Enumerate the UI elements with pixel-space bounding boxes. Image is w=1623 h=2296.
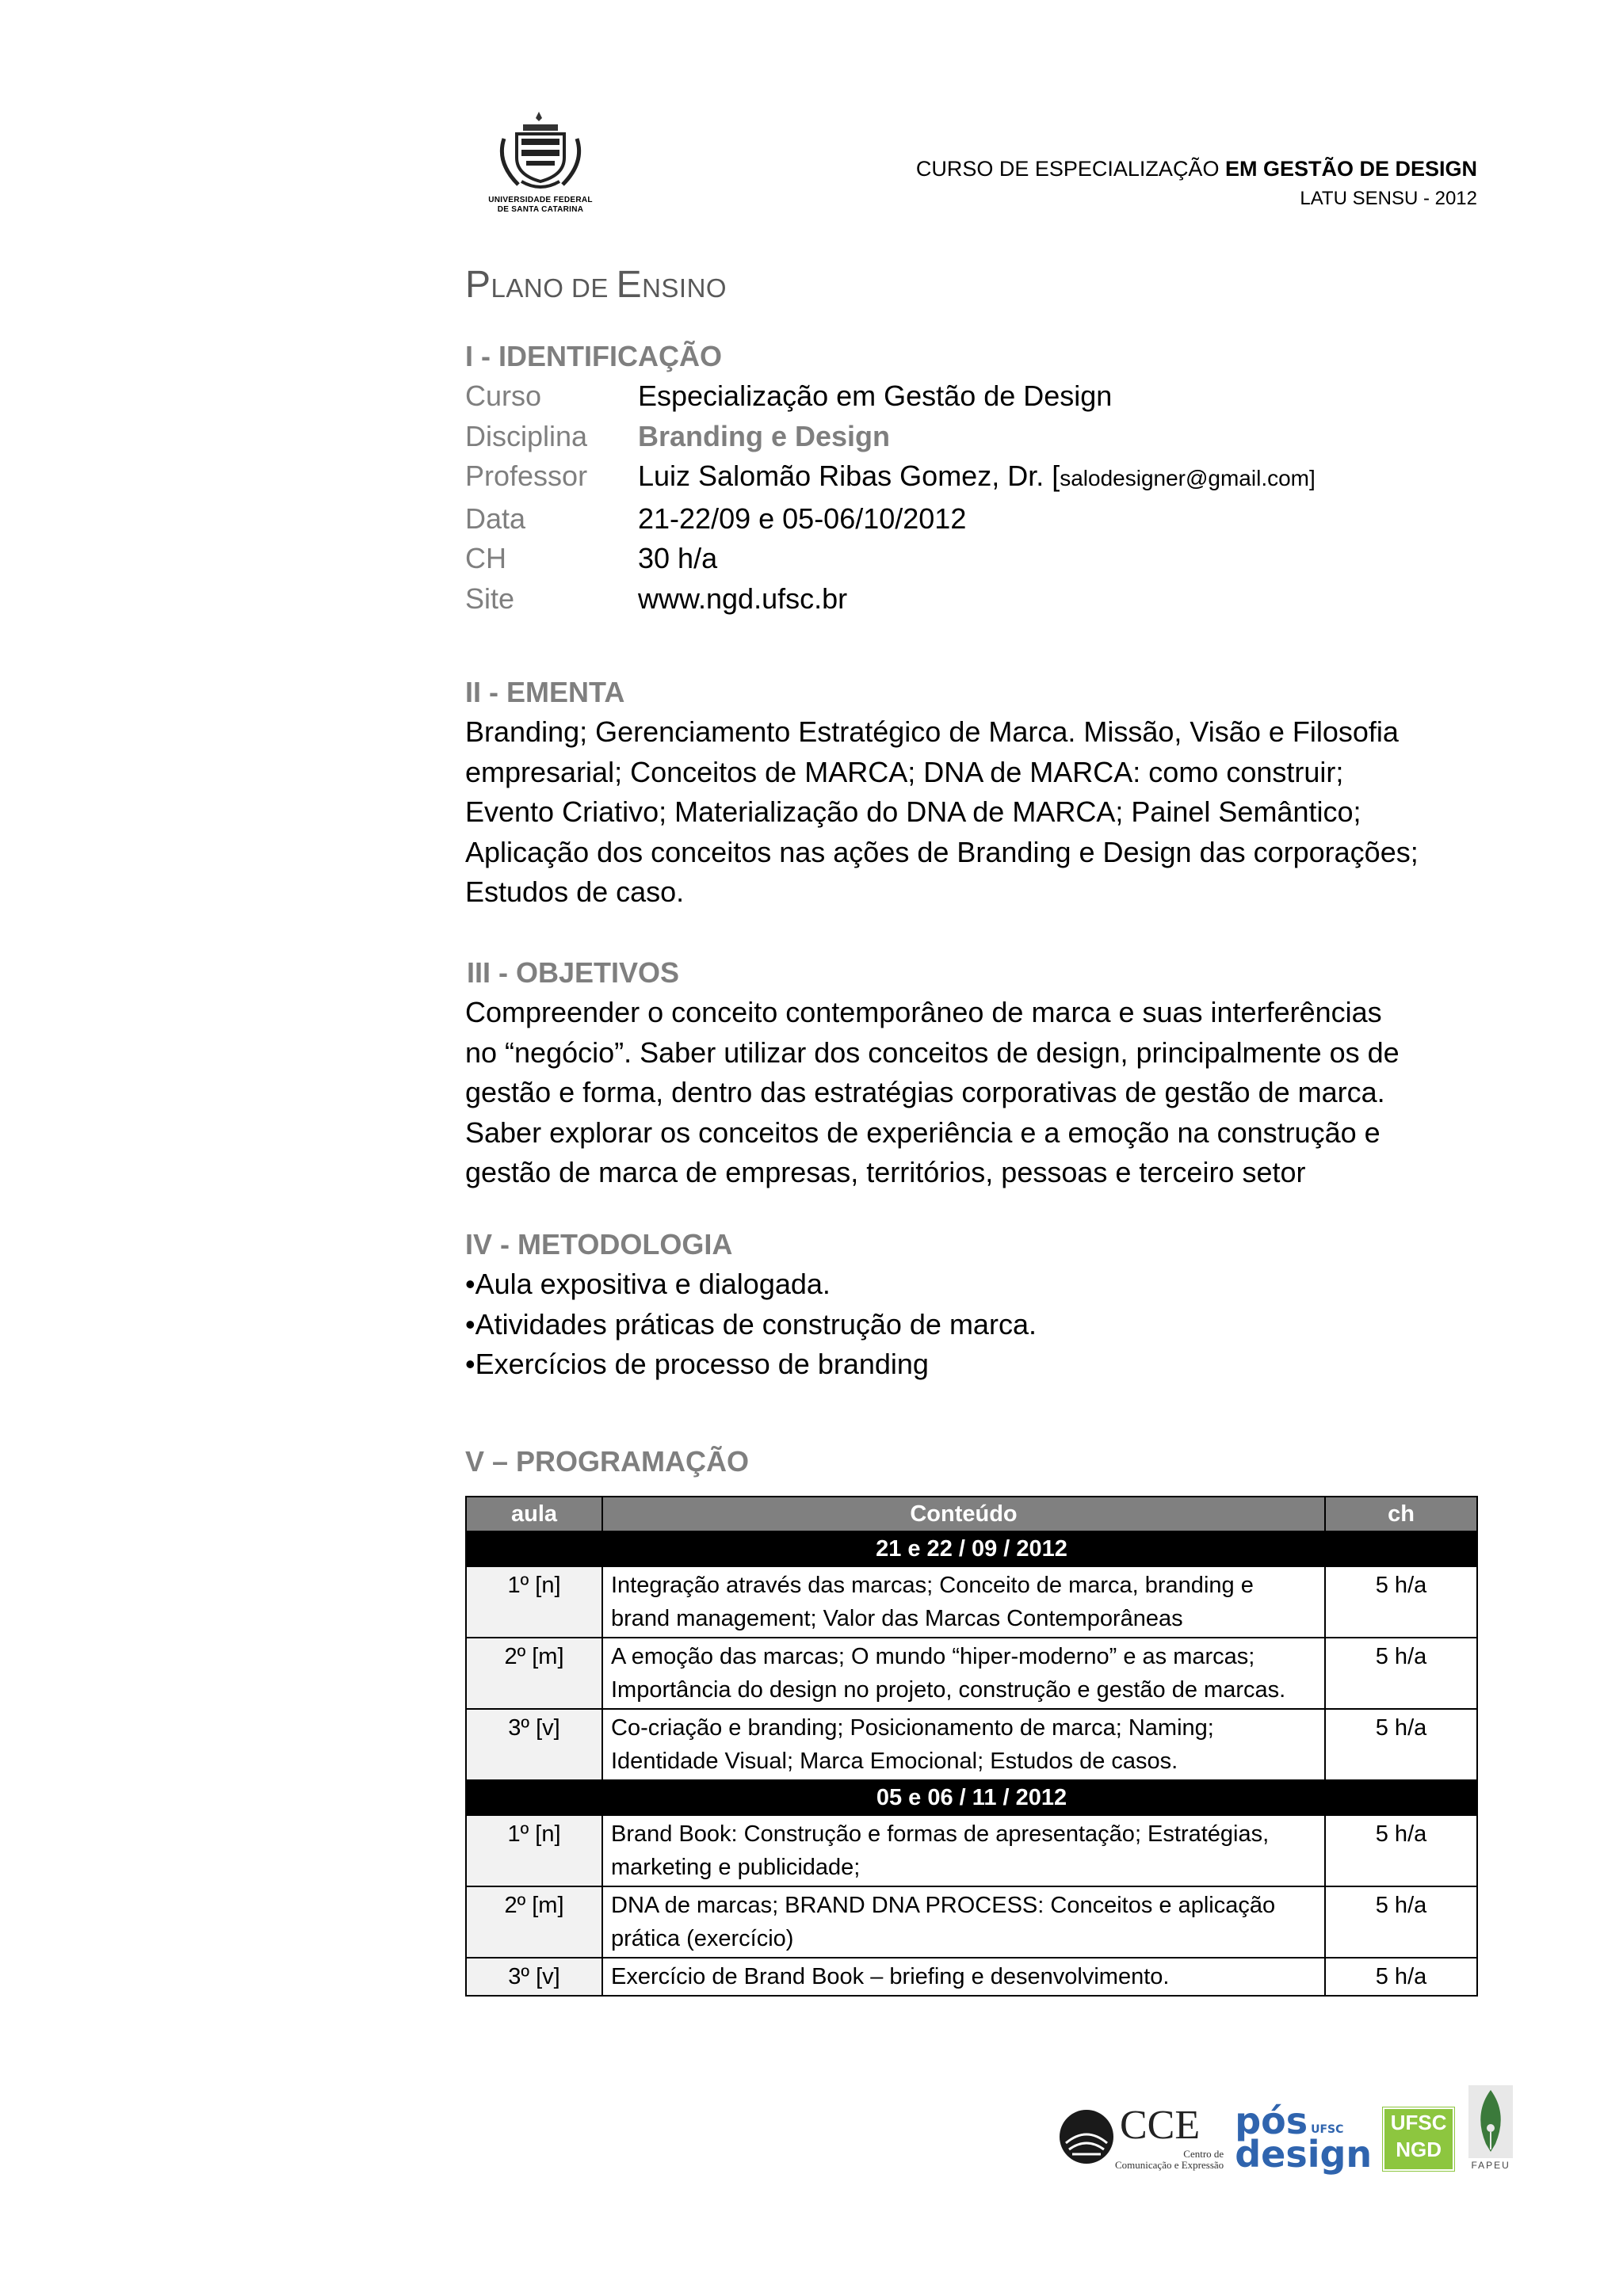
objetivos-body	[465, 993, 1495, 1193]
cell-aula: 1º [n]	[466, 1815, 602, 1886]
id-row-ch	[465, 539, 1316, 579]
cell-conteudo: DNA de marcas; BRAND DNA PROCESS: Conceitos e aplicação prática (exercício)	[602, 1886, 1325, 1958]
cell-ch: 5 h/a	[1325, 1638, 1477, 1709]
id-row-site	[465, 579, 1316, 620]
title-cap-e: E	[616, 264, 643, 306]
id-row-disciplina	[465, 417, 1316, 457]
course-subline: LATU SENSU - 2012	[1300, 188, 1477, 209]
title-part2: NSINO	[642, 273, 727, 303]
professor-email-link[interactable]: salodesigner@gmail.com]	[1060, 466, 1316, 490]
university-logo	[475, 107, 605, 234]
text-line: Aplicação dos conceitos nas ações de Branding e Design das corporações;	[465, 835, 1419, 868]
cell-conteudo: Co-criação e branding; Posicionamento de marca; Naming; Identidade Visual; Marca Emocional; Estudos de casos.	[602, 1709, 1325, 1780]
cell-aula: 3º [v]	[466, 1709, 602, 1780]
ngd-top-text: UFSC	[1390, 2111, 1447, 2134]
metodologia-list	[465, 1264, 1495, 1385]
text-line: Saber explorar os conceitos de experiência e a emoção na construção e	[465, 1116, 1381, 1149]
pen-nib-icon	[1465, 2084, 1516, 2160]
pos-text: pós	[1235, 2100, 1308, 2142]
cell-conteudo: A emoção das marcas; O mundo “hiper-moderno” e as marcas; Importância do design no projeto, construção e gestão de marcas.	[602, 1638, 1325, 1709]
id-label: Curso	[465, 379, 542, 412]
section-identificacao	[465, 337, 1316, 619]
id-label: Disciplina	[465, 419, 588, 452]
section-ementa	[465, 673, 1495, 913]
cell-ch: 5 h/a	[1325, 1566, 1477, 1638]
table-row	[466, 1709, 1477, 1780]
pos-design-logo	[1235, 2100, 1373, 2176]
cell-ch: 5 h/a	[1325, 1886, 1477, 1958]
course-header	[916, 154, 1477, 212]
column-header-conteudo: Conteúdo	[602, 1497, 1325, 1531]
professor-name: Luiz Salomão Ribas Gomez, Dr. [	[638, 460, 1060, 492]
text-line: gestão e forma, dentro das estratégias corporativas de gestão de marca.	[465, 1076, 1385, 1108]
date-row	[466, 1780, 1477, 1815]
fapeu-text: FAPEU	[1471, 2160, 1510, 2171]
cell-conteudo: Brand Book: Construção e formas de apresentação; Estratégias, marketing e publicidade;	[602, 1815, 1325, 1886]
table-header-row	[466, 1497, 1477, 1531]
text-line: Branding; Gerenciamento Estratégico de Marca. Missão, Visão e Filosofia	[465, 715, 1399, 748]
design-text: design	[1235, 2133, 1373, 2176]
text-line: gestão de marca de empresas, territórios, pessoas e terceiro setor	[465, 1156, 1306, 1188]
id-value: 30 h/a	[638, 542, 718, 574]
cce-logo	[1058, 2102, 1224, 2171]
column-header-aula: aula	[466, 1497, 602, 1531]
section-heading: III - OBJETIVOS	[467, 956, 680, 989]
cell-aula: 3º [v]	[466, 1958, 602, 1996]
cce-subtitle-1: Centro de	[1183, 2148, 1224, 2160]
cce-subtitle-2: Comunicação e Expressão	[1115, 2159, 1224, 2171]
list-item: •Atividades práticas de construção de marca.	[465, 1307, 1037, 1341]
date-label: 05 e 06 / 11 / 2012	[466, 1780, 1477, 1815]
section-heading: II - EMENTA	[465, 676, 625, 708]
date-label: 21 e 22 / 09 / 2012	[466, 1531, 1477, 1566]
site-link[interactable]: www.ngd.ufsc.br	[638, 582, 848, 615]
column-header-ch: ch	[1325, 1497, 1477, 1531]
cce-emblem-icon	[1058, 2108, 1115, 2165]
fapeu-logo	[1465, 2084, 1516, 2171]
list-item: •Exercícios de processo de branding	[465, 1348, 929, 1380]
page-title	[465, 263, 727, 307]
course-line-bold: EM GESTÃO DE DESIGN	[1224, 157, 1477, 181]
title-cap-p: P	[465, 264, 491, 306]
schedule-table	[465, 1496, 1478, 1997]
cell-ch: 5 h/a	[1325, 1815, 1477, 1886]
id-label: Site	[465, 582, 515, 615]
id-value: 21-22/09 e 05-06/10/2012	[638, 502, 967, 535]
cell-conteudo: Integração através das marcas; Conceito de marca, branding e brand management; Valor das Marcas Contemporâneas	[602, 1566, 1325, 1638]
university-name-line1: UNIVERSIDADE FEDERAL	[488, 196, 593, 204]
text-line: Estudos de caso.	[465, 875, 685, 908]
cell-aula: 1º [n]	[466, 1566, 602, 1638]
cell-aula: 2º [m]	[466, 1886, 602, 1958]
cell-aula: 2º [m]	[466, 1638, 602, 1709]
footer-logos	[1058, 2076, 1516, 2176]
course-line	[916, 154, 1477, 183]
id-label: CH	[465, 542, 506, 574]
list-item: •Aula expositiva e dialogada.	[465, 1268, 831, 1300]
cell-ch: 5 h/a	[1325, 1709, 1477, 1780]
table-row	[466, 1958, 1477, 1996]
ngd-bottom-text: NGD	[1396, 2138, 1442, 2161]
text-line: Compreender o conceito contemporâneo de marca e suas interferências	[465, 996, 1382, 1028]
table-row	[466, 1566, 1477, 1638]
id-label: Professor	[465, 460, 588, 492]
table-row	[466, 1886, 1477, 1958]
pos-ufsc-text: UFSC	[1311, 2123, 1344, 2136]
text-line: no “negócio”. Saber utilizar dos conceitos de design, principalmente os de	[465, 1035, 1400, 1069]
id-row-professor	[465, 456, 1316, 499]
id-row-data	[465, 499, 1316, 540]
table-row	[466, 1638, 1477, 1709]
table-row	[466, 1815, 1477, 1886]
section-programacao	[465, 1442, 749, 1482]
section-heading: I - IDENTIFICAÇÃO	[465, 340, 722, 372]
id-value	[638, 456, 1316, 499]
cell-conteudo: Exercício de Brand Book – briefing e desenvolvimento.	[602, 1958, 1325, 1996]
id-label: Data	[465, 502, 526, 535]
cce-text	[1115, 2102, 1224, 2171]
section-objetivos	[465, 953, 1495, 1193]
crest-icon	[475, 107, 605, 196]
text-line: empresarial; Conceitos de MARCA; DNA de MARCA: como construir;	[465, 755, 1344, 788]
date-row	[466, 1531, 1477, 1566]
ementa-body	[465, 712, 1495, 913]
course-line-prefix: CURSO DE ESPECIALIZAÇÃO	[915, 157, 1225, 181]
id-value: Branding e Design	[638, 419, 891, 452]
title-part1: LANO DE	[491, 273, 617, 303]
cce-title: CCE	[1120, 2103, 1201, 2148]
text-line: Evento Criativo; Materialização do DNA de MARCA; Painel Semântico;	[465, 795, 1361, 828]
section-heading: V – PROGRAMAÇÃO	[465, 1445, 750, 1478]
ufsc-ngd-logo	[1383, 2107, 1454, 2171]
id-value: Especialização em Gestão de Design	[638, 379, 1113, 412]
cell-ch: 5 h/a	[1325, 1958, 1477, 1996]
id-row-curso	[465, 376, 1316, 417]
university-name-line2: DE SANTA CATARINA	[497, 205, 584, 214]
section-heading: IV - METODOLOGIA	[465, 1228, 733, 1261]
section-metodologia	[465, 1225, 1495, 1385]
